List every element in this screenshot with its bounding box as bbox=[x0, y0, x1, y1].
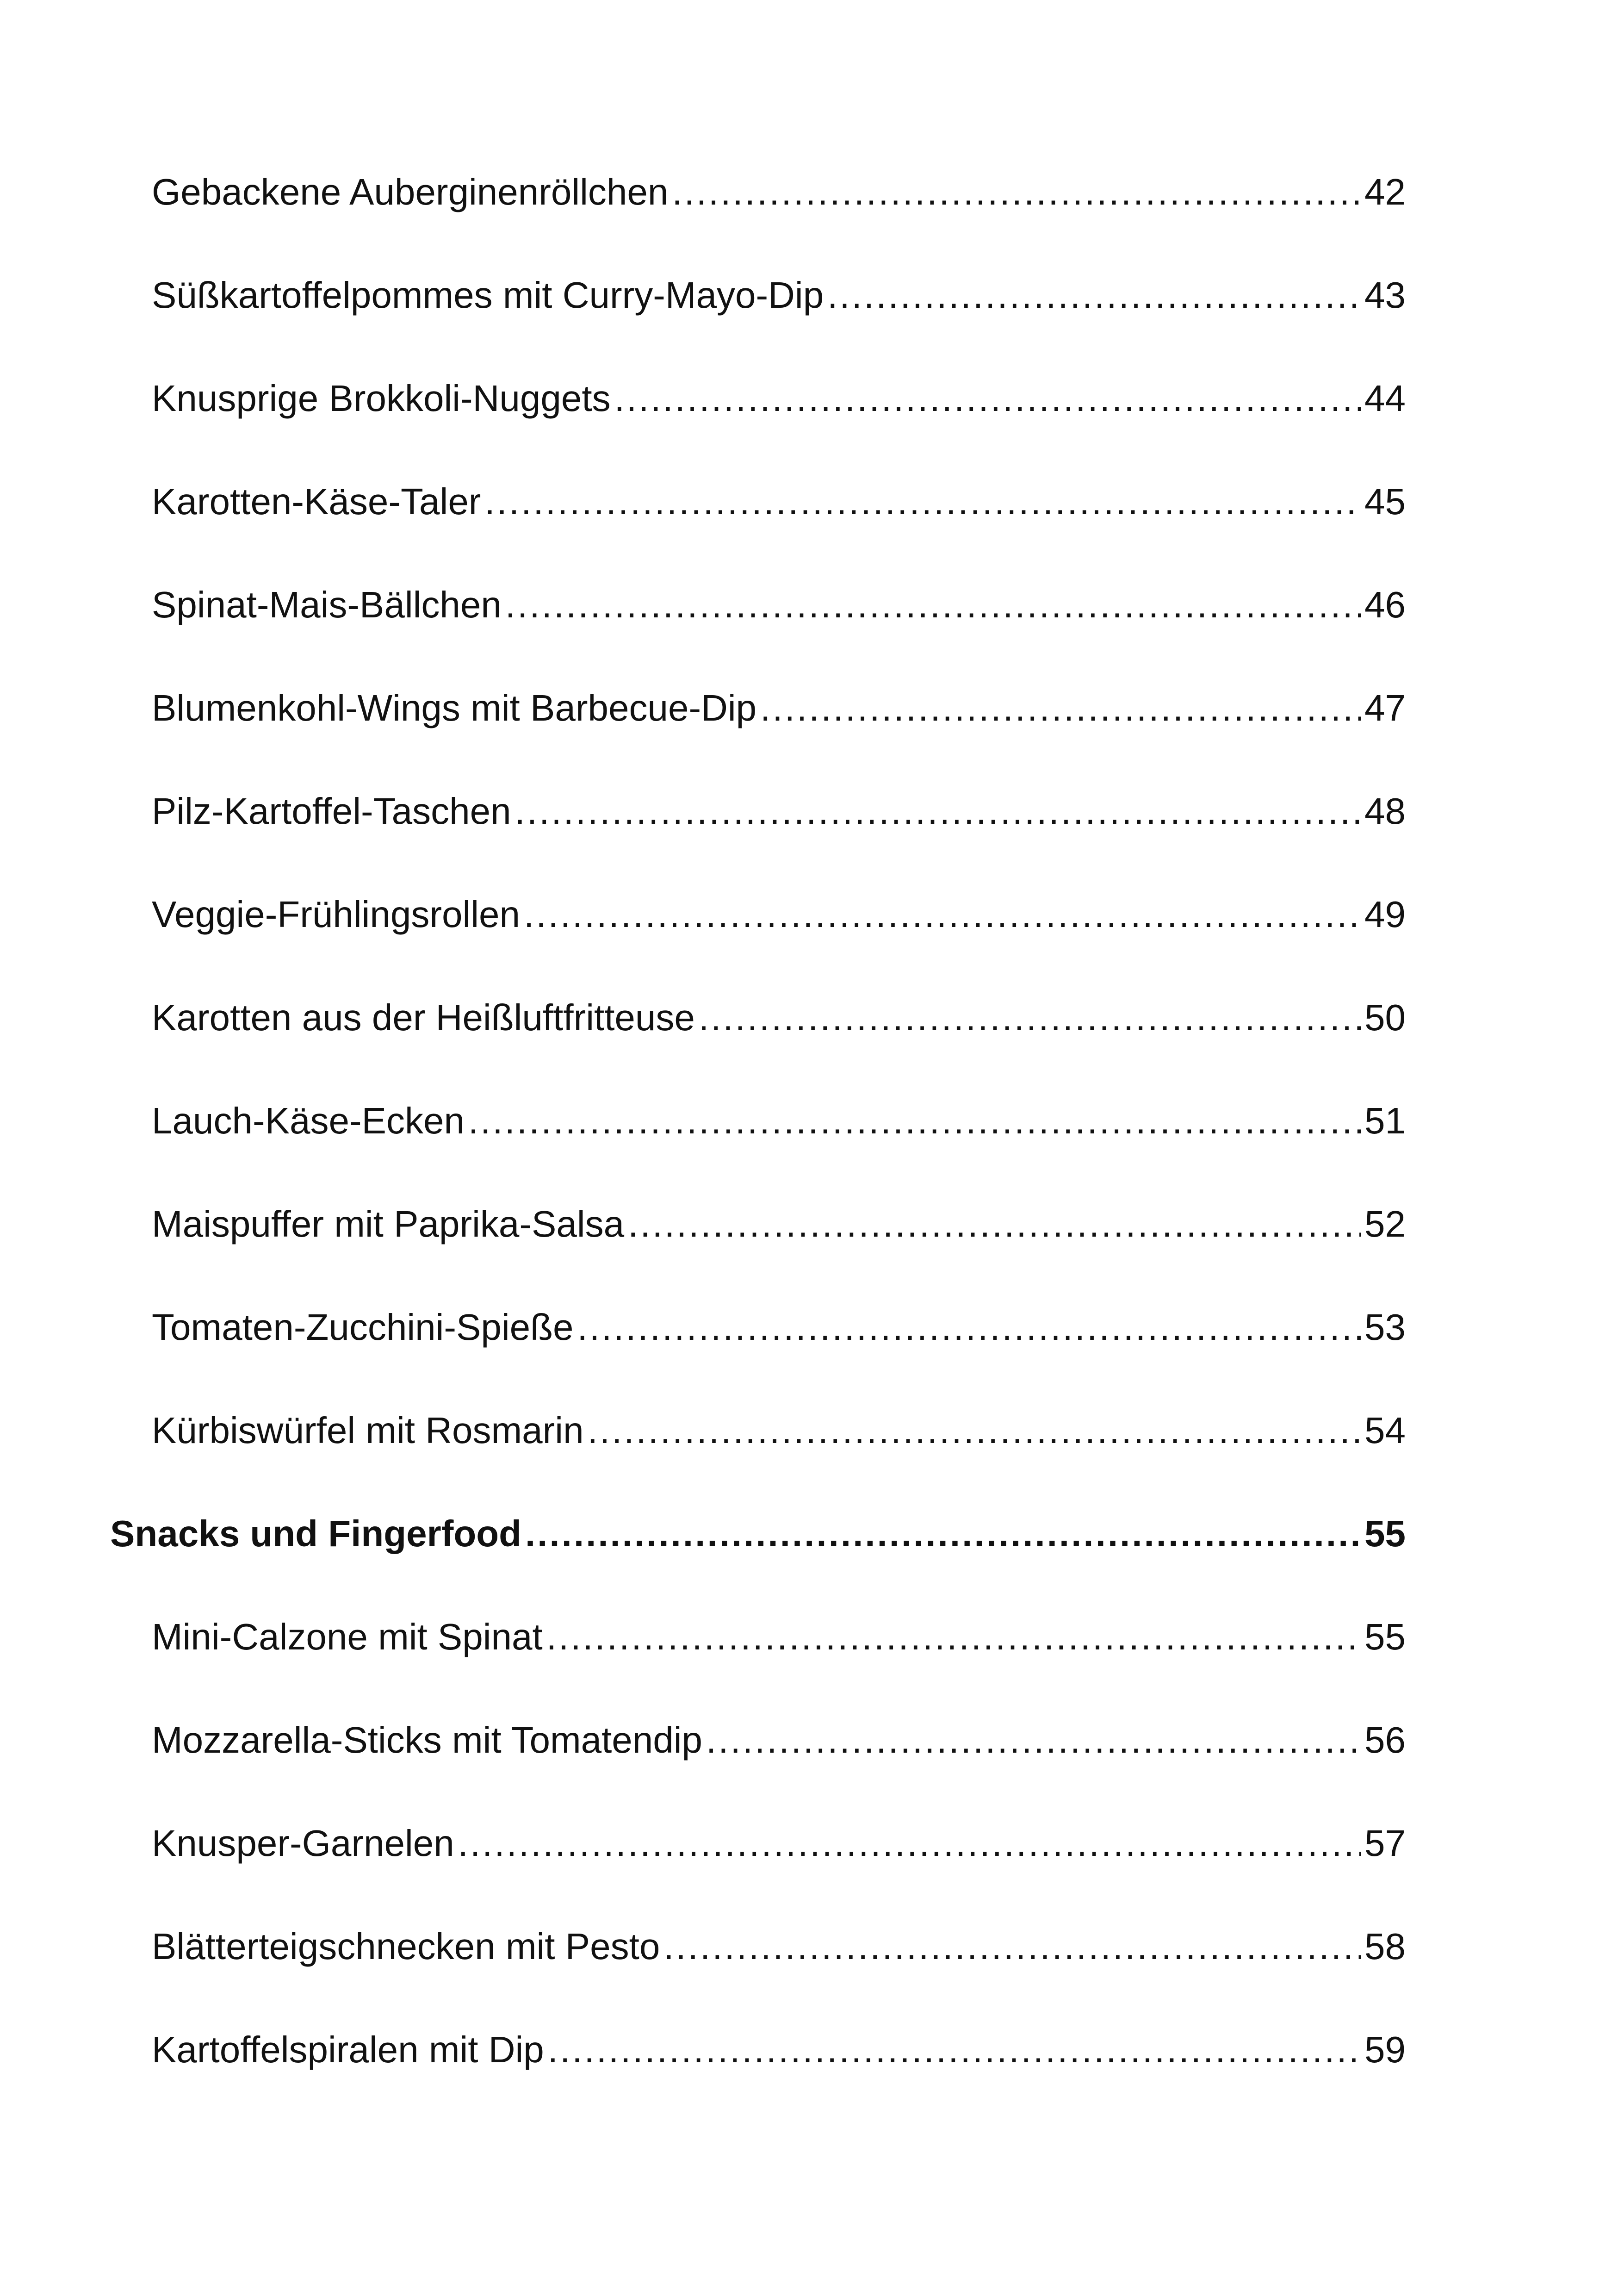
toc-entry-page: 58 bbox=[1364, 1926, 1406, 1967]
toc-entry bbox=[152, 167, 1406, 218]
toc-entry-title: Pilz-Kartoffel-Taschen bbox=[152, 790, 511, 832]
toc-entry-title: Lauch-Käse-Ecken bbox=[152, 1100, 465, 1141]
toc-entry-title: Spinat-Mais-Bällchen bbox=[152, 584, 502, 625]
toc-dot-leader bbox=[760, 683, 1361, 734]
toc-entry bbox=[152, 1612, 1406, 1662]
toc-entry-page: 51 bbox=[1364, 1100, 1406, 1141]
toc-dot-leader bbox=[588, 1405, 1361, 1456]
toc-dot-leader bbox=[515, 786, 1361, 837]
toc-section-heading bbox=[110, 1508, 1406, 1559]
toc-entry bbox=[152, 889, 1406, 940]
toc-entry-title: Süßkartoffelpommes mit Curry-Mayo-Dip bbox=[152, 274, 824, 316]
toc-entry-title: Tomaten-Zucchini-Spieße bbox=[152, 1307, 574, 1348]
toc-entry-page: 53 bbox=[1364, 1307, 1406, 1348]
toc-entry bbox=[152, 1095, 1406, 1146]
toc-entry bbox=[152, 1818, 1406, 1869]
toc-section-page: 55 bbox=[1364, 1513, 1406, 1554]
toc-dot-leader bbox=[706, 1715, 1361, 1766]
toc-entry-title: Karotten-Käse-Taler bbox=[152, 481, 481, 522]
toc-entry bbox=[152, 373, 1406, 424]
toc-entry-page: 46 bbox=[1364, 584, 1406, 625]
toc-dot-leader bbox=[546, 1612, 1361, 1662]
toc-dot-leader bbox=[525, 1508, 1361, 1559]
toc-entry-page: 45 bbox=[1364, 481, 1406, 522]
toc-entry bbox=[152, 1199, 1406, 1250]
toc-entry-title: Gebackene Auberginenröllchen bbox=[152, 171, 669, 212]
toc-entry-title: Knusprige Brokkoli-Nuggets bbox=[152, 378, 611, 419]
toc-entry bbox=[152, 1921, 1406, 1972]
toc-entry bbox=[152, 683, 1406, 734]
toc-entry bbox=[152, 476, 1406, 527]
toc-entry-page: 50 bbox=[1364, 997, 1406, 1038]
toc-entry-title: Karotten aus der Heißluftfritteuse bbox=[152, 997, 695, 1038]
toc-entry-page: 44 bbox=[1364, 378, 1406, 419]
toc-entry-title: Veggie-Frühlingsrollen bbox=[152, 894, 521, 935]
toc-entry-page: 42 bbox=[1364, 171, 1406, 212]
toc-entry-title: Knusper-Garnelen bbox=[152, 1823, 454, 1864]
toc-dot-leader bbox=[484, 476, 1361, 527]
toc-entry-page: 56 bbox=[1364, 1719, 1406, 1761]
toc-entry bbox=[152, 579, 1406, 630]
toc-entry-page: 52 bbox=[1364, 1203, 1406, 1244]
toc-entry-title: Kartoffelspiralen mit Dip bbox=[152, 2029, 544, 2070]
toc-entry-page: 55 bbox=[1364, 1616, 1406, 1657]
toc-entry-page: 54 bbox=[1364, 1410, 1406, 1451]
toc-entry-title: Kürbiswürfel mit Rosmarin bbox=[152, 1410, 584, 1451]
toc-entry-title: Mini-Calzone mit Spinat bbox=[152, 1616, 543, 1657]
toc-section-title: Snacks und Fingerfood bbox=[110, 1513, 521, 1554]
toc-entry bbox=[152, 1405, 1406, 1456]
toc-dot-leader bbox=[505, 579, 1361, 630]
toc-dot-leader bbox=[524, 889, 1361, 940]
toc-entry-page: 48 bbox=[1364, 790, 1406, 832]
toc-entry-page: 43 bbox=[1364, 274, 1406, 316]
toc-entry-page: 47 bbox=[1364, 687, 1406, 728]
toc-entry-title: Blätterteigschnecken mit Pesto bbox=[152, 1926, 660, 1967]
toc-entry bbox=[152, 786, 1406, 837]
toc-entry bbox=[152, 992, 1406, 1043]
toc-dot-leader bbox=[458, 1818, 1361, 1869]
toc-dot-leader bbox=[614, 373, 1361, 424]
toc-dot-leader bbox=[827, 270, 1361, 321]
toc-dot-leader bbox=[468, 1095, 1361, 1146]
toc-dot-leader bbox=[699, 992, 1361, 1043]
toc-entry-page: 57 bbox=[1364, 1823, 1406, 1864]
toc-dot-leader bbox=[672, 167, 1361, 218]
toc-entry-title: Blumenkohl-Wings mit Barbecue-Dip bbox=[152, 687, 757, 728]
toc-entry-page: 49 bbox=[1364, 894, 1406, 935]
toc-entry-title: Maispuffer mit Paprika-Salsa bbox=[152, 1203, 625, 1244]
toc-dot-leader bbox=[663, 1921, 1361, 1972]
toc-entry bbox=[152, 270, 1406, 321]
toc-entry bbox=[152, 2024, 1406, 2075]
toc-dot-leader bbox=[628, 1199, 1361, 1250]
toc-entry bbox=[152, 1715, 1406, 1766]
toc-dot-leader bbox=[548, 2024, 1361, 2075]
toc-entry-page: 59 bbox=[1364, 2029, 1406, 2070]
toc-entry bbox=[152, 1302, 1406, 1353]
toc-entry-title: Mozzarella-Sticks mit Tomatendip bbox=[152, 1719, 703, 1761]
toc-dot-leader bbox=[577, 1302, 1361, 1353]
